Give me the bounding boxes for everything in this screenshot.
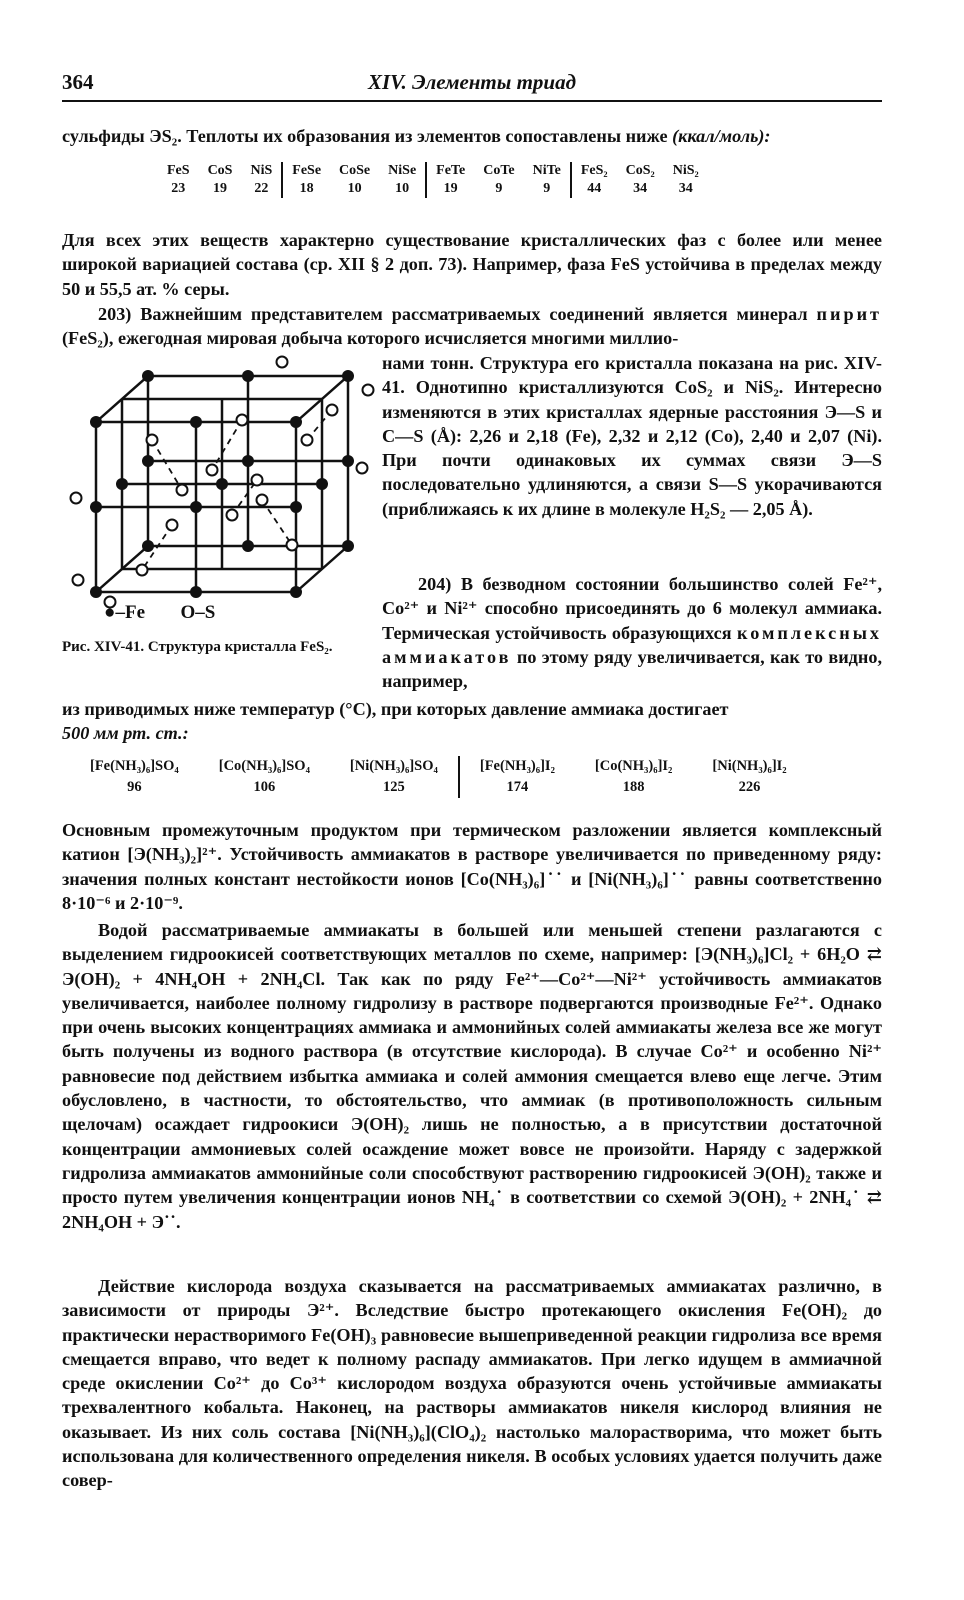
table-cell: FeTe: [426, 162, 474, 180]
paragraph-203-lead: [62, 302, 882, 351]
table-cell: CoSe: [339, 163, 371, 178]
pyrite-structure-figure: [62, 350, 382, 680]
p204-text-b: по этому ряду увеличивается, как то видно, например,: [382, 646, 883, 692]
heat-of-formation-table: [158, 162, 708, 198]
page-header: [62, 64, 882, 102]
running-title: XIV. Элементы триад: [367, 70, 577, 94]
paragraph-204-full: [62, 697, 882, 746]
table-cell: CoS: [207, 163, 233, 178]
figure-legend: [104, 602, 215, 624]
table-cell: FeS: [167, 163, 190, 178]
figure-caption: Рис. XIV-41. Структура кристалла FeS₂.: [62, 639, 333, 655]
table-cell: NiTe: [532, 163, 561, 178]
intermediate-paragraph: Основным промежуточным продуктом при термическом разложении является комплексный катион [Э(NH₃)₂]²⁺. Устойчивость аммиакатов в растворе увеличивается по приведенному ряду: значения полных констант нестойкости ионов [Co(NH₃)₆]˙˙ и [Ni(NH₃)₆]˙˙ равны соответственно 8·10⁻⁶ и 2·10⁻⁹.: [62, 820, 882, 913]
hydrolysis-paragraph: Водой рассматриваемые аммиакаты в большей или меньшей степени разлагаются с выделением гидроокисей соответствующих металлов по схеме, например: [Э(NH₃)₆]Cl₂ + 6H₂O ⇄ Э(OH)₂ + 4NH₄OH + 2NH₄Cl. Так как по ряду Fe²⁺—Co²⁺—Ni²⁺ устойчивость аммиакатов увеличивается, наиболее полному гидролизу в растворе подвергаются производные Fe²⁺. Однако при очень высоких концентрациях аммиака и аммонийных солей аммиакаты железа все же могут быть получены из водного раствора (в отсутствие кислорода). В случае Co²⁺ и особенно Ni²⁺ равновесие под действием избытка аммиака и солей аммония смещается влево еще легче. Этим обусловлено, в частности, то обстоятельство, что аммиак (в противоположность сильным щелочам) осаждает гидроокиси Э(OH)₂ лишь не полностью, а в присутствии достаточной концентрации аммониевых солей осаждение может вовсе не произойти. Наряду с задержкой гидролиза аммиакатов аммонийные соли способствуют растворению гидроокисей Э(OH)₂ также и просто путем увеличения концентрации ионов NH₄˙ в соответствии со схемой Э(OH)₂ + 2NH₄˙ ⇄ 2NH₄OH + Э˙˙.: [62, 920, 882, 1232]
table-row: [70, 756, 807, 777]
table-cell: CoTe: [483, 163, 515, 178]
table-row: [158, 180, 708, 198]
table-cell: FeS₂: [571, 162, 617, 180]
p204-full-unit: 500 мм рт. ст.:: [62, 723, 189, 744]
page-number: 364: [62, 70, 94, 94]
paragraph-204-wrap: [382, 572, 882, 693]
table-cell: 188: [622, 779, 645, 795]
table-cell: 9: [495, 181, 503, 196]
table-row: [70, 777, 807, 798]
table-cell: 10: [347, 181, 362, 196]
p204-full-text: из приводимых ниже температур (°С), при которых давление аммиака достигает: [62, 699, 729, 719]
table-cell: 125: [383, 779, 405, 795]
table-cell: FeSe: [282, 162, 330, 180]
table-cell: CoS₂: [625, 163, 655, 178]
table-row: [158, 162, 708, 180]
table-cell: 174: [459, 777, 575, 798]
table-cell: 96: [127, 779, 142, 795]
table-cell: [Fe(NH₃)₆]I₂: [459, 756, 575, 777]
table-cell: NiS: [250, 163, 273, 178]
intro-text: сульфиды ЭS₂. Теплоты их образования из элементов сопоставлены ниже: [62, 126, 668, 146]
legend-fe: ●–Fe: [104, 602, 146, 623]
paragraph-203-wrap: нами тонн. Структура его кристалла показана на рис. XIV-41. Однотипно кристаллизуются CoS₂ и NiS₂. Интересно изменяются в этих кристаллах ядерные расстояния Э—S и С—S (Å): 2,26 и 2,18 (Fe), 2,32 и 2,12 (Co), 2,40 и 2,07 (Ni). При почти одинаковых их суммах связи Э—S последовательно удлиняются, а связи S—S укорачиваются (приближаясь к их длине в молекуле H₂S₂ — 2,05 Å).: [382, 353, 882, 519]
table-cell: 226: [738, 779, 761, 795]
ammine-decomposition-table: [70, 756, 807, 798]
table-cell: [Co(NH₃)₆]I₂: [594, 758, 673, 774]
intro-unit: (ккал/моль):: [672, 126, 771, 146]
table-cell: 34: [678, 181, 693, 196]
table-cell: 9: [543, 181, 551, 196]
pyrite-lattice-diagram: [62, 350, 382, 610]
intro-paragraph: [62, 124, 882, 148]
legend-s: O–S: [180, 602, 216, 623]
table-cell: 22: [254, 181, 269, 196]
table-cell: 19: [213, 181, 228, 196]
table-cell: NiS₂: [672, 163, 699, 178]
term-pyrite: пирит: [816, 304, 882, 324]
p204-text-a: 204) В безводном состоянии большинство солей Fe²⁺, Co²⁺ и Ni²⁺ способно присоединять до 6 молекул аммиака. Термическая устойчивость образующихся: [382, 574, 882, 643]
term-complex-ammines: комплексных аммиакатов: [382, 622, 882, 667]
table-cell: [Fe(NH₃)₆]SO₄: [90, 758, 179, 774]
table-cell: 19: [426, 180, 474, 198]
oxygen-paragraph: Действие кислорода воздуха сказывается на рассматриваемых аммиакатах различно, в зависимости от природы Э²⁺. Вследствие быстро протекающего окисления Fe(OH)₂ до практически нерастворимого Fe(OH)₃ равновесие вышеприведенной реакции гидролиза все время смещается вправо, что ведет к полному распаду аммиакатов. При легко идущем в аммиачной среде окислении Co²⁺ до Co³⁺ кислородом воздуха образуются очень устойчивые аммиакаты трехвалентного кобальта. Наконец, на растворы аммиакатов никеля кислород влияния не оказывает. Из них соль состава [Ni(NH₃)₆](ClO₄)₂ настолько малорастворима, что может быть использована для количественного определения никеля. В особых условиях удается получить даже совер-: [62, 1276, 882, 1491]
table-cell: 44: [571, 180, 617, 198]
table-cell: 18: [282, 180, 330, 198]
table-cell: 23: [171, 181, 186, 196]
table-cell: 34: [633, 181, 648, 196]
p203-rest-text: (FeS₂), ежегодная мировая добыча которого исчисляется многими миллио-: [62, 328, 679, 349]
table-cell: 10: [395, 181, 410, 196]
phases-paragraph: Для всех этих веществ характерно существование кристаллических фаз с более или менее широкой вариацией состава (ср. XII § 2 доп. 73). Например, фаза FeS устойчива в пределах между 50 и 55,5 ат. % серы.: [62, 230, 882, 299]
table-cell: NiSe: [388, 163, 417, 178]
table-cell: [Ni(NH₃)₆]SO₄: [349, 758, 438, 774]
p203-lead-text: 203) Важнейшим представителем рассматриваемых соединений является минерал: [98, 304, 808, 324]
table-cell: [Ni(NH₃)₆]I₂: [712, 758, 787, 774]
table-cell: 106: [253, 779, 276, 795]
table-cell: [Co(NH₃)₆]SO₄: [218, 758, 310, 774]
